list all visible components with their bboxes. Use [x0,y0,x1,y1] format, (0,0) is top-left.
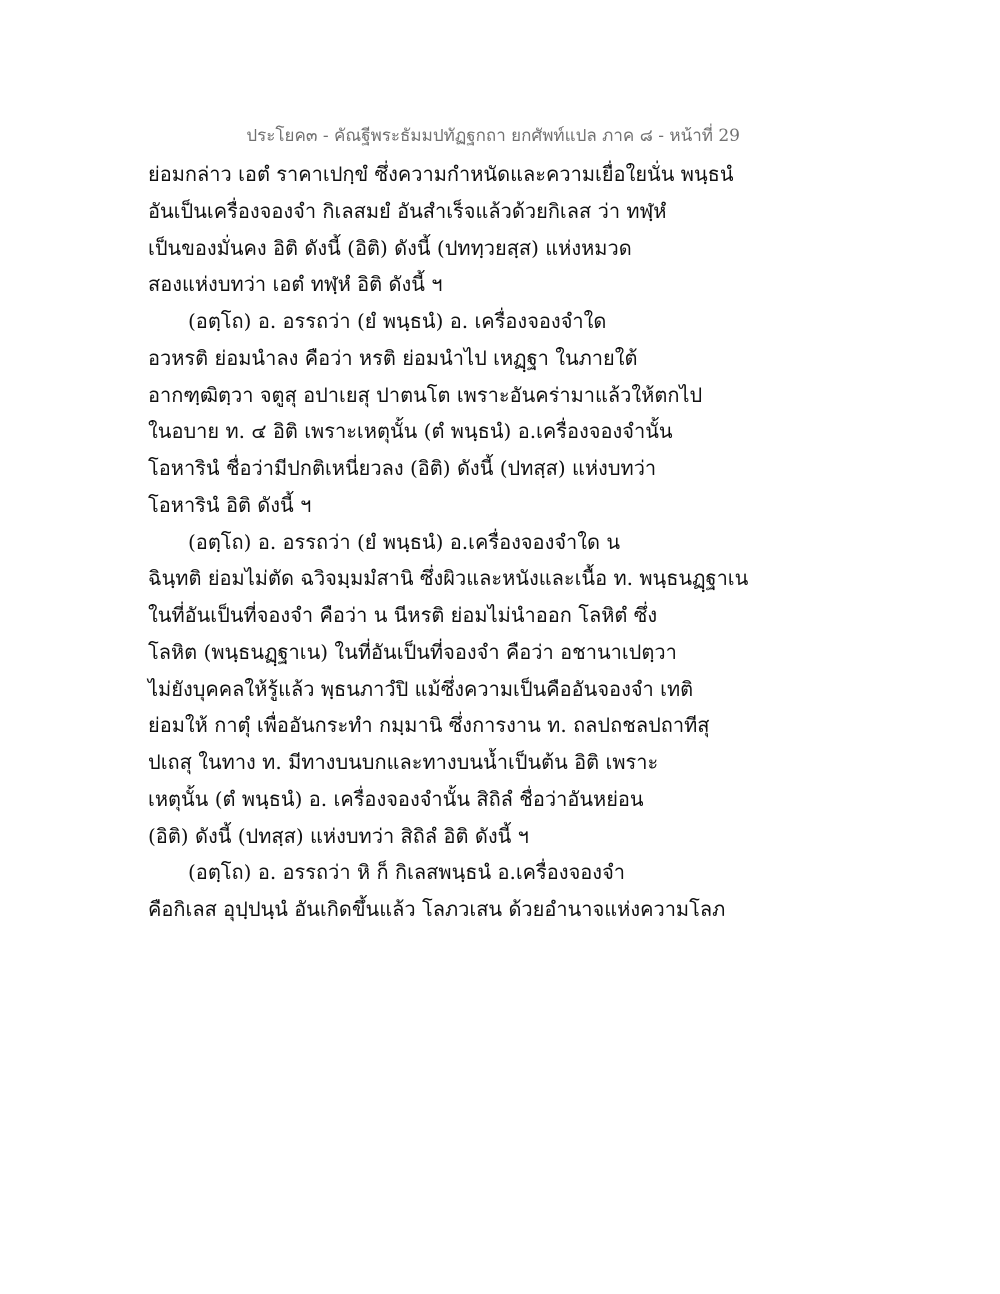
text-line: อวหรติ ย่อมนำลง คือว่า หรติ ย่อมนำไป เหฏฺฐา ในภายใต้ [148,345,638,370]
text-line: อันเป็นเครื่องจองจำ กิเลสมยํ อันสำเร็จแล้วด้วยกิเลส ว่า ทฬฺหํ [148,198,667,223]
text-line: ในอบาย ท. ๔ อิติ เพราะเหตุนั้น (ตํ พนฺธนํ) อ.เครื่องจองจำนั้น [148,419,673,444]
text-line: ไม่ยังบุคคลให้รู้แล้ว พฺธนภาวํปิ แม้ซึ่งความเป็นคืออันจองจำ เทติ [148,676,694,701]
text-line: โอหารินํ ชื่อว่ามีปกติเหนี่ยวลง (อิติ) ดังนี้ (ปทสฺส) แห่งบทว่า [148,456,657,480]
body-text [148,156,868,928]
text-line: เป็นของมั่นคง อิติ ดังนี้ (อิติ) ดังนี้ (ปททฺวยสฺส) แห่งหมวด [148,235,632,260]
text-line: เหตุนั้น (ตํ พนฺธนํ) อ. เครื่องจองจำนั้น สิถิลํ ชื่อว่าอันหย่อน [148,786,644,811]
running-header: ประโยค๓ - คัณฐีพระธัมมปทัฏฐกถา ยกศัพท์แปล ภาค ๘ - หน้าที่ 29 [246,126,740,146]
text-line: ย่อมให้ กาตุํ เพื่ออันกระทำ กมฺมานิ ซึ่งการงาน ท. ถลปถชลปถาทีสุ [148,713,710,738]
paragraph-first-line: (อตฺโถ) อ. อรรถว่า (ยํ พนฺธนํ) อ. เครื่องจองจำใด [188,309,607,333]
text-line: คือกิเลส อุปฺปนฺนํ อันเกิดขึ้นแล้ว โลภวเสน ด้วยอำนาจแห่งความโลภ [148,897,726,921]
paragraph-first-line: (อตฺโถ) อ. อรรถว่า (ยํ พนฺธนํ) อ.เครื่องจองจำใด น [188,529,621,554]
text-line: ในที่อันเป็นที่จองจำ คือว่า น นีหรติ ย่อมไม่นำออก โลหิตํ ซึ่ง [148,603,658,627]
text-line: ฉินฺทติ ย่อมไม่ตัด ฉวิจมฺมมํสานิ ซึ่งผิวและหนังและเนื้อ ท. พนฺธนฏฺฐาเน [148,566,749,591]
text-line: อากฑฺฒิตฺวา จตูสุ อปาเยสุ ปาตนโต เพราะอันคร่ามาแล้วให้ตกไป [148,382,703,407]
text-line: ย่อมกล่าว เอตํ ราคาเปกฺขํ ซึ่งความกำหนัดและความเยื่อใยนั่น พนฺธนํ [148,162,734,186]
text-line: (อิติ) ดังนี้ (ปทสฺส) แห่งบทว่า สิถิลํ อิติ ดังนี้ ฯ [148,823,529,848]
text-line: ปเถสุ ในทาง ท. มีทางบนบกและทางบนน้ำเป็นต้น อิติ เพราะ [148,750,659,774]
text-line: โลหิต (พนฺธนฏฺฐาเน) ในที่อันเป็นที่จองจำ คือว่า อชานาเปตฺวา [148,639,677,664]
text-line: โอหารินํ อิติ ดังนี้ ฯ [148,492,312,517]
text-line: สองแห่งบทว่า เอตํ ทฬฺหํ อิติ ดังนี้ ฯ [148,272,443,297]
paragraph-first-line: (อตฺโถ) อ. อรรถว่า หิ ก็ กิเลสพนฺธนํ อ.เครื่องจองจำ [188,860,626,885]
